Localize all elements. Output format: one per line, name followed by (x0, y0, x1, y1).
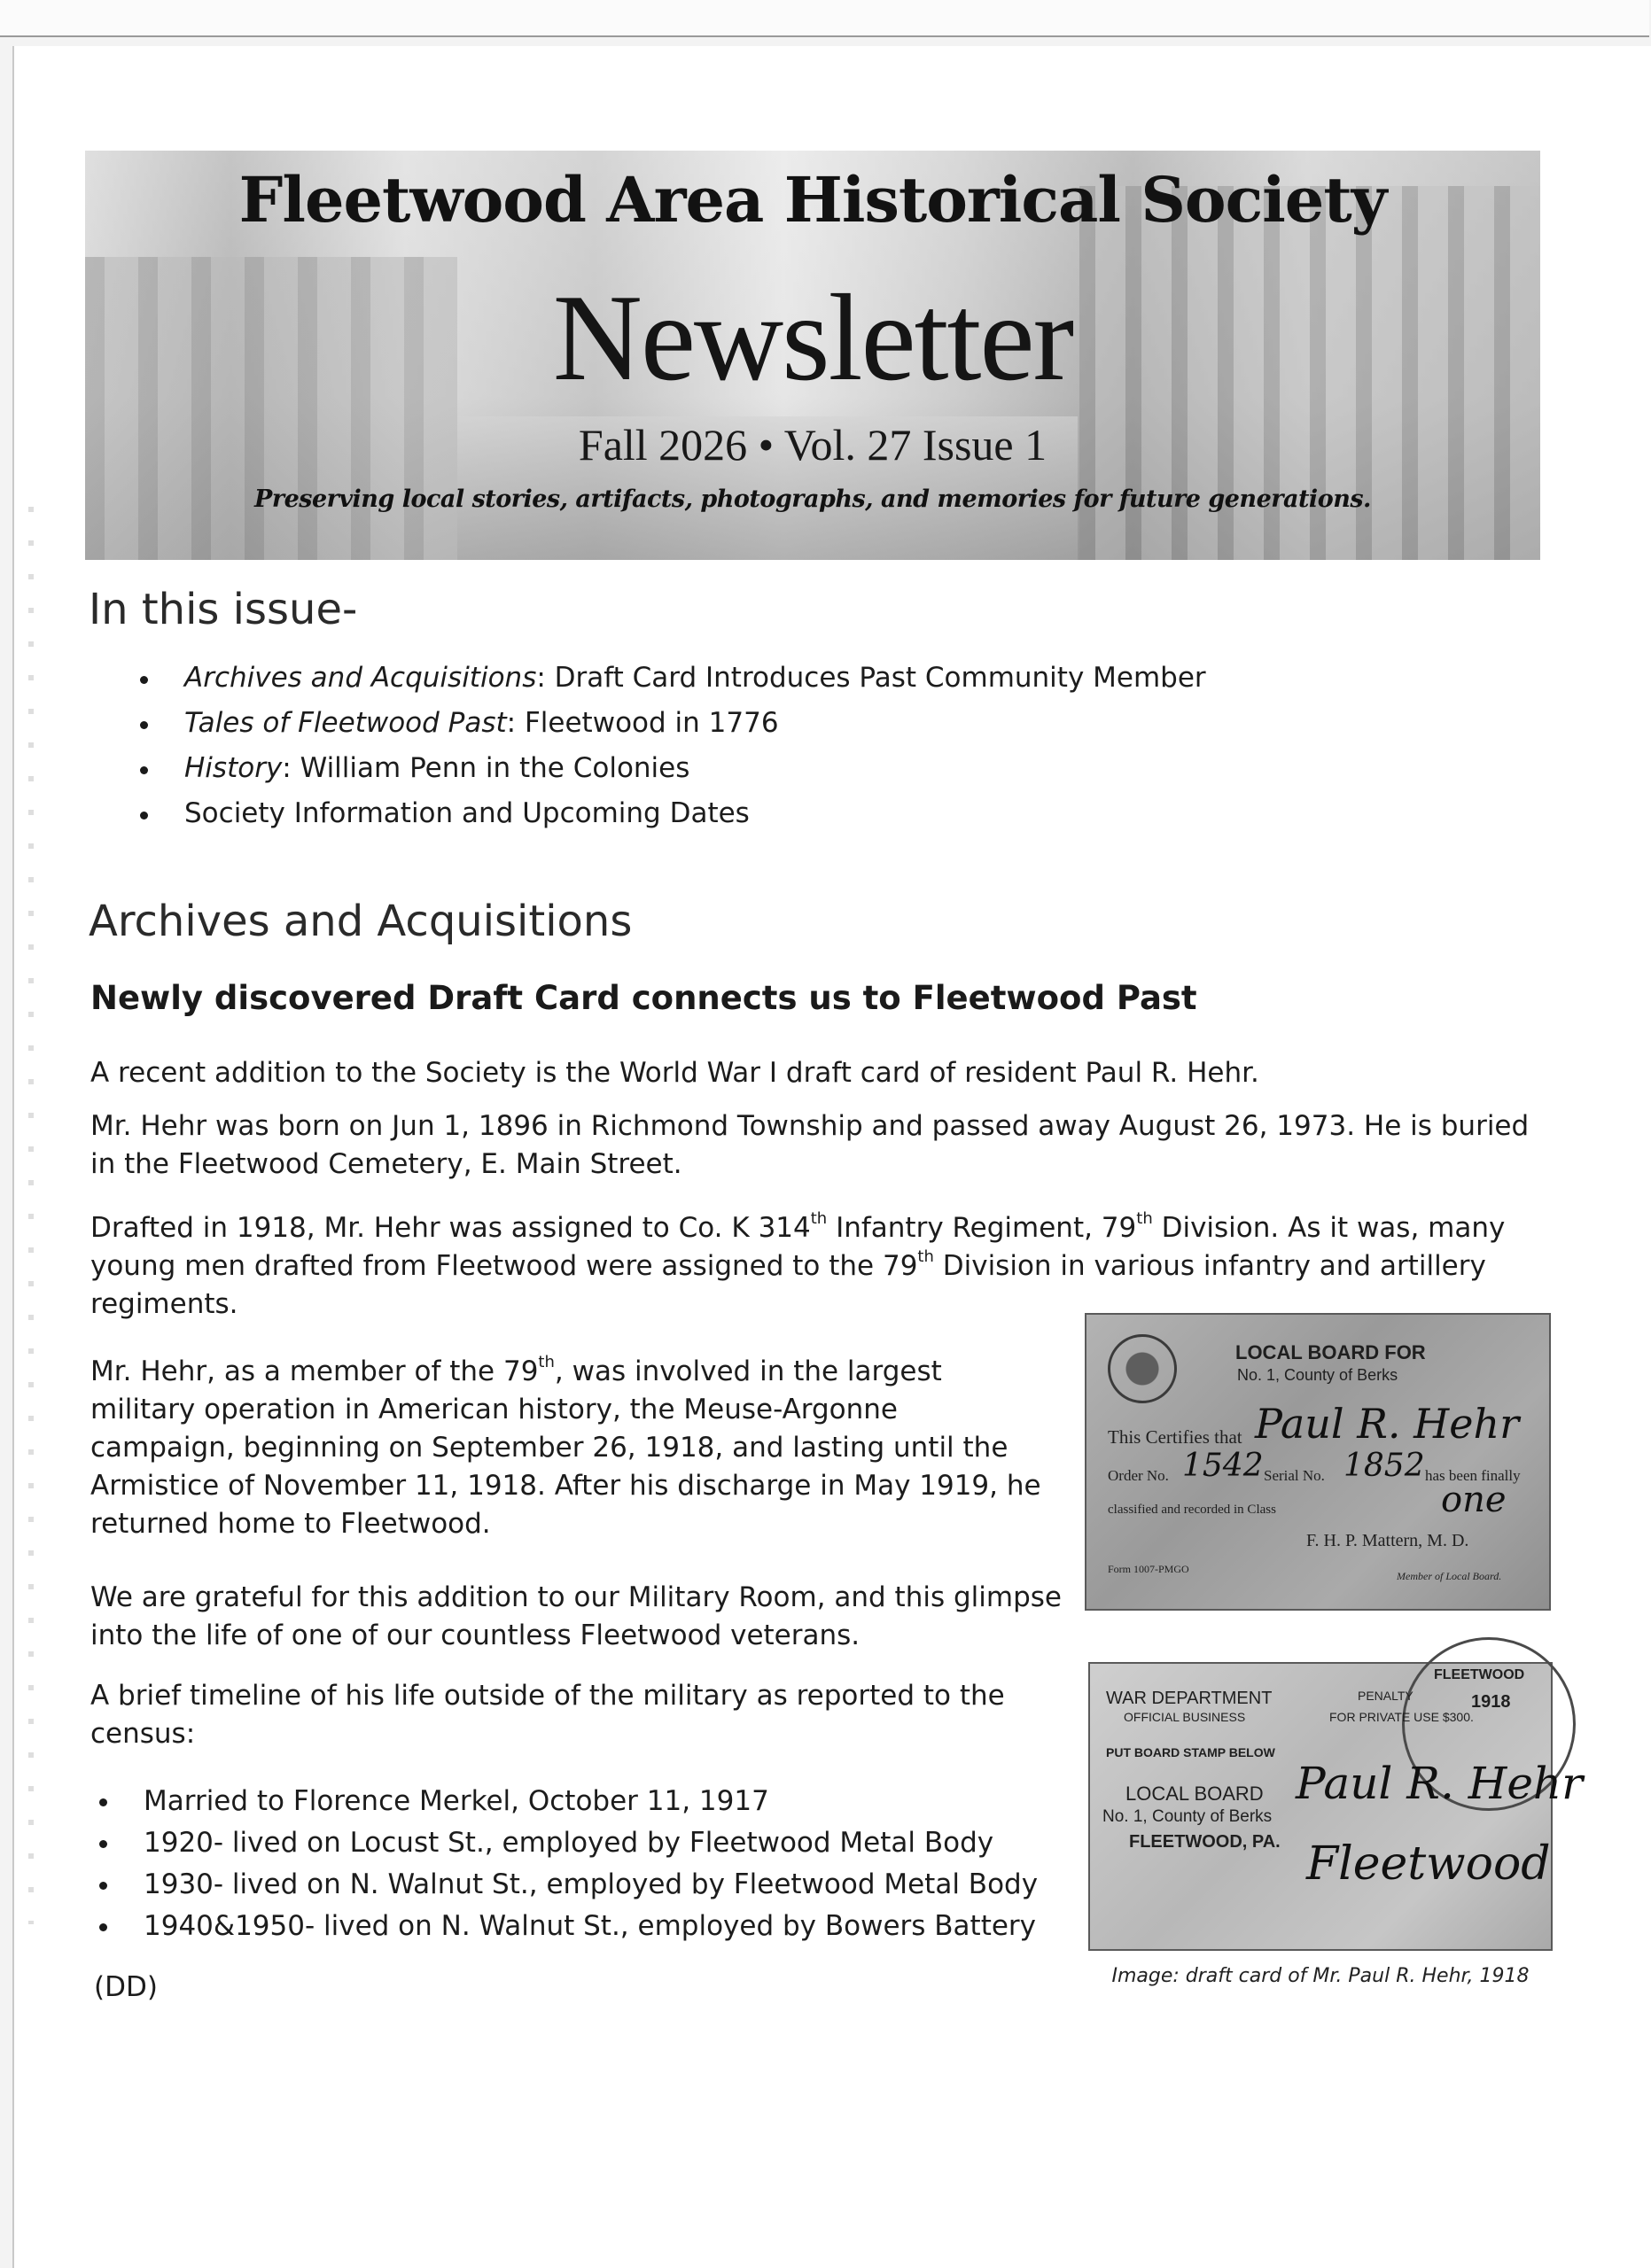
in-this-issue-heading: In this issue- (89, 585, 358, 634)
card-order-number: 1542 (1182, 1448, 1264, 1484)
text-run: Drafted in 1918, Mr. Hehr was assigned to Co. K 314 (90, 1212, 811, 1244)
toc-item-label: Archives and Acquisitions (184, 662, 537, 694)
card-member: Member of Local Board. (1397, 1570, 1502, 1582)
card-official: OFFICIAL BUSINESS (1124, 1710, 1246, 1724)
card-form: Form 1007-PMGO (1108, 1563, 1189, 1575)
card-serial-label: Serial No. (1264, 1467, 1325, 1484)
article-paragraph (90, 1353, 1047, 1543)
organization-name: Fleetwood Area Historical Society (238, 163, 1387, 237)
article-paragraph: A brief timeline of his life outside of the military as reported to the census: (90, 1680, 1005, 1750)
toc-item-text: : William Penn in the Colonies (282, 752, 690, 784)
text-run: , was involved in the largest military operation in American history, the Meuse-Argonne campaign, beginning on September 26, 1918, and lasting until the Armistice of November 11, 1918. After his discharge in May 1919, he returned home to Fleetwood. (90, 1355, 1041, 1540)
card-department: WAR DEPARTMENT (1106, 1689, 1273, 1708)
ordinal-suffix: th (1136, 1208, 1153, 1228)
author-initials: (DD) (94, 1971, 158, 2003)
draft-card-back-image (1088, 1662, 1584, 1951)
ordinal-suffix: th (917, 1247, 934, 1266)
list-item (133, 701, 1206, 746)
eagle-seal-icon (1108, 1334, 1177, 1403)
image-caption: Image: draft card of Mr. Paul R. Hehr, 1918 (1111, 1965, 1530, 1987)
text-run: Infantry Regiment, 79 (827, 1212, 1137, 1244)
list-item (133, 746, 1206, 791)
card-subheader: No. 1, County of Berks (1237, 1366, 1398, 1384)
text-run: Division. As it was, many young men drafted from Fleetwood were assigned to the 79 (90, 1212, 1506, 1282)
issue-contents-list (133, 656, 1206, 836)
list-item: Married to Florence Merkel, October 11, 1917 (97, 1781, 1038, 1822)
list-item (133, 656, 1206, 701)
scan-edge-marks (28, 507, 34, 1924)
text-run: Mr. Hehr, as a member of the 79 (90, 1355, 539, 1387)
article-paragraph: Mr. Hehr was born on Jun 1, 1896 in Richmond Township and passed away August 26, 1973. He is buried in the Fleetwood Cemetery, E. Main Street. (90, 1110, 1530, 1180)
card-header: LOCAL BOARD FOR (1235, 1341, 1426, 1363)
ordinal-suffix: th (538, 1352, 555, 1371)
card-stamp-below: PUT BOARD STAMP BELOW (1106, 1745, 1275, 1759)
card-board-line1: LOCAL BOARD (1125, 1783, 1264, 1805)
newsletter-title: Newsletter (552, 269, 1073, 407)
list-item (133, 791, 1206, 836)
card-back-town: Fleetwood (1306, 1837, 1551, 1891)
masthead-banner (85, 151, 1540, 560)
issue-info: Fall 2026 • Vol. 27 Issue 1 (578, 420, 1047, 470)
card-board-line3: FLEETWOOD, PA. (1129, 1832, 1281, 1852)
toc-item-text: Society Information and Upcoming Dates (184, 797, 750, 829)
timeline-list (97, 1781, 1038, 1947)
article-paragraph: A recent addition to the Society is the World War I draft card of resident Paul R. Hehr. (90, 1057, 1259, 1089)
list-item: 1940&1950- lived on N. Walnut St., employed by Bowers Battery (97, 1906, 1038, 1947)
list-item: 1920- lived on Locust St., employed by Fleetwood Metal Body (97, 1822, 1038, 1864)
card-order-label: Order No. (1108, 1467, 1169, 1484)
card-private-use: FOR PRIVATE USE $300. (1329, 1710, 1474, 1724)
card-finally: has been finally (1425, 1467, 1521, 1484)
toc-item-text: : Draft Card Introduces Past Community Member (536, 662, 1206, 694)
section-heading: Archives and Acquisitions (89, 897, 633, 946)
card-serial-number: 1852 (1343, 1448, 1425, 1484)
tagline: Preserving local stories, artifacts, photographs, and memories for future generations. (254, 485, 1371, 513)
card-classified: classified and recorded in Class (1108, 1503, 1276, 1517)
card-certifies: This Certifies that (1108, 1426, 1242, 1448)
text-run: Division in various infantry and artillery regiments. (90, 1250, 1486, 1320)
article-title: Newly discovered Draft Card connects us to Fleetwood Past (90, 979, 1197, 1017)
ordinal-suffix: th (810, 1208, 828, 1228)
toc-item-text: : Fleetwood in 1776 (506, 707, 779, 739)
postmark-town: FLEETWOOD (1434, 1667, 1525, 1682)
list-item: 1930- lived on N. Walnut St., employed by Fleetwood Metal Body (97, 1864, 1038, 1906)
toc-item-label: History (184, 752, 283, 784)
postmark-date: 1918 (1471, 1692, 1511, 1712)
card-back-signature: Paul R. Hehr (1296, 1758, 1584, 1809)
draft-card-front-image (1085, 1313, 1551, 1611)
card-signature: Paul R. Hehr (1255, 1400, 1520, 1448)
card-board-line2: No. 1, County of Berks (1102, 1807, 1273, 1826)
toc-item-label: Tales of Fleetwood Past (184, 707, 507, 739)
scan-top-edge (0, 0, 1649, 37)
article-paragraph: We are grateful for this addition to our Military Room, and this glimpse into the life of one of our countless Fleetwood veterans. (90, 1581, 1062, 1651)
article-paragraph (90, 1209, 1544, 1324)
card-penalty: PENALTY (1358, 1689, 1413, 1703)
card-signer: F. H. P. Mattern, M. D. (1306, 1531, 1469, 1550)
card-class: one (1441, 1480, 1507, 1520)
